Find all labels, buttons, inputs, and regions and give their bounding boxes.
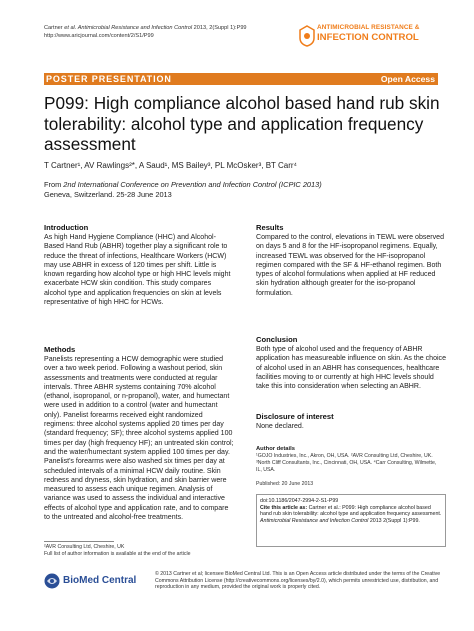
affiliation-line2: ³North Cliff Consultants, Inc., Cincinnati, OH, USA. ⁴Carr Consulting, Wilmette, [256,459,437,466]
copyright-notice: © 2013 Cartner et al; licensee BioMed Central Ltd. This is an Open Access article distributed under the terms of the Creative Commons Attribution License (http://creativecommons.org/licenses/by/2.0), which permits unrestricted use, distribution, and reproduction in any medium, provided the original work is properly cited. [155,571,441,591]
author-details [256,446,446,473]
disclosure-section [256,412,446,431]
conference-location: Geneva, Switzerland. 25-28 June 2013 [44,189,172,199]
published-date: Published: 20 June 2013 [256,481,314,487]
citation-authors: Cartner [44,25,65,31]
conclusion-heading: Conclusion [256,335,298,344]
doi[interactable]: doi:10.1186/2047-2994-2-S1-P99 [260,498,339,504]
cite-volume: 2013 2(Suppl 1):P99. [368,518,420,525]
conclusion-section [256,335,446,391]
footnote-line1: ²AVR Consulting Ltd, Cheshire, UK [44,544,125,550]
results-heading: Results [256,223,284,232]
biomed-central-icon [44,573,60,589]
methods-section [44,345,234,522]
citation-volume: 2013, 2(Suppl 1):P99 [192,25,247,31]
article-url[interactable]: http://www.aricjournal.com/content/2/S1/P99 [44,32,154,39]
results-text: Compared to the control, elevations in TEWL were observed on days 5 and 8 for the HF-isopropanol regimens. Equally, increased TEWL was observed for the HF-isopropanol regimen compared with the SF & HF-ethanol regimen. Both types of alcohol formulations when applied at HF reduced skin hydration although greater for the iso-propanol formulation. [256,234,445,297]
section-banner [44,73,438,85]
citation-box [256,494,446,547]
header-citation [44,25,247,40]
journal-logo [299,22,439,50]
methods-heading: Methods [44,345,76,354]
article-type: POSTER PRESENTATION [46,74,172,84]
introduction-heading: Introduction [44,223,89,232]
conference-info [44,180,444,199]
introduction-text: As high Hand Hygiene Compliance (HHC) and Alcohol-Based Hand Rub (ABHR) together play a significant role to reduce the threat of infections, Healthcare Workers (HCW) may use ABHR in excess of 120 times per shift. Little is known regarding how alcohol type or high HHC levels might exacerbate HCW skin condition. This study compares alcohol type and application frequencies on skin at levels representative of high HHC for HCWs. [44,234,231,307]
footnote-divider [44,541,114,542]
cite-text: Cartner et al.: P099: High compliance alcohol based hand rub skin tolerability: alcohol type and application frequency assessment. [260,504,442,518]
conference-name: 2nd International Conference on Prevention and Infection Control (ICPIC 2013) [63,180,322,189]
open-access-label: Open Access [380,74,435,84]
biomed-central-name: BioMed Central [63,575,137,586]
methods-text: Panelists representing a HCW demographic were studied over a two week period. Following a washout period, skin assessments and treatments were conducted at regular intervals. Three ABHR systems containing 70% alcohol (ethanol, isopropanol, or n-propanol), water, and humectant were used in addition to a control (water and humectant only). Panelist forearms received eight randomized regimens: three alcohol systems applied 20 times per day (standard frequency; SF); three alcohol systems applied 100 times per day (high frequency HF); an untreated skin control; and the water/humectant system applied 100 times per day. Panelist's forearms were also washed six times per day at scheduled intervals of a minimal HCW daily routine. Skin redness and dryness, skin hydration, and skin barrier were measured to assess each unique regimen. Analysis of variance was used to assess the individual and interactive effects of alcohol type and application rate, and to compare to the untreated and alcohol-free treatments. [44,356,234,522]
article-title: P099: High compliance alcohol based hand rub skin tolerability: alcohol type and application frequency assessment [44,93,440,154]
introduction-section [44,223,234,307]
disclosure-text: None declared. [256,423,304,430]
cite-label: Cite this article as: [260,504,308,511]
disclosure-heading: Disclosure of interest [256,412,334,421]
conclusion-text: Both type of alcohol used and the frequency of ABHR application has measureable influence on skin. As the choice of alcohol used in an ABHR has consequences, healthcare facilities moving to or currently at high HHC levels should take this into consideration when selecting an ABHR. [256,346,446,391]
author-list: T Cartner¹, AV Rawlings²*, A Saud¹, MS Bailey³, PL McOsker³, BT Carr⁴ [44,161,297,170]
footnote-line2: Full list of author information is available at the end of the article [44,550,191,557]
footnote [44,544,190,557]
biomed-central-logo [44,572,144,590]
cite-journal: Antimicrobial Resistance and Infection Control [260,518,369,525]
citation-journal: et al. Antimicrobial Resistance and Infection Control [64,25,193,31]
journal-name-line2: INFECTION CONTROL [317,32,419,43]
journal-name-line1: ANTIMICROBIAL RESISTANCE & [317,24,420,31]
from-prefix: From [44,180,64,189]
results-section [256,223,446,298]
affiliation-line3: IL, USA. [256,466,276,473]
affiliation-line1: ¹GOJO Industries, Inc., Akron, OH, USA. ²AVR Consulting Ltd, Cheshire, UK. [256,453,433,459]
author-details-heading: Author details [256,446,295,452]
journal-emblem-icon [299,25,315,47]
